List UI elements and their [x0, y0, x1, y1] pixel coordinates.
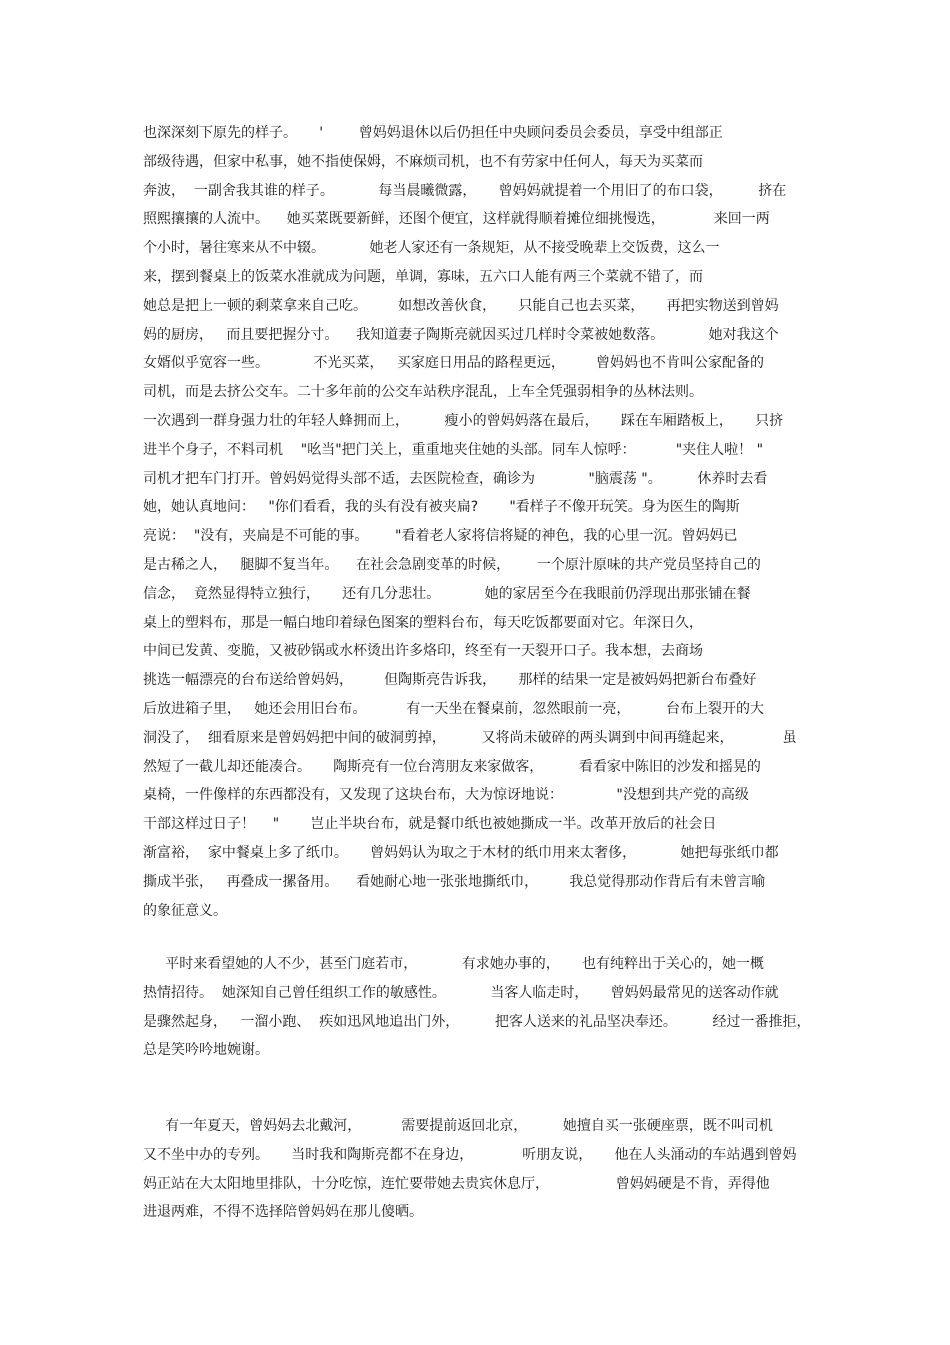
- text-line: 洞没了， 细看原来是曾妈妈把中间的破洞剪掉， 又将尚未破碎的两头调到中间再缝起来， 虽: [143, 729, 797, 746]
- text-line: 亮说： "没有，夹扁是不可能的事。 "看着老人家将信将疑的神色，我的心里一沉。曾妈妈已: [143, 528, 738, 545]
- text-line: 桌椅，一件像样的东西都没有，又发现了这块台布，大为惊讶地说： "没想到共产党的高级: [143, 787, 749, 804]
- text-line: 是古稀之人， 腿脚不复当年。 在社会急剧变革的时候， 一个原汁原味的共产党员坚持自己的: [143, 556, 761, 573]
- text-line: 的象征意义。: [143, 902, 227, 919]
- text-line: 挑选一幅漂亮的台布送给曾妈妈， 但陶斯亮告诉我， 那样的结果一定是被妈妈把新台布叠好: [143, 672, 757, 689]
- text-line: 妈的厨房， 而且要把握分寸。 我知道妻子陶斯亮就因买过几样时令菜被她数落。 她对我这个: [143, 326, 779, 343]
- text-line: 女婿似乎宽容一些。 不光买菜， 买家庭日用品的路程更远， 曾妈妈也不肯叫公家配备的: [143, 355, 765, 372]
- paragraph-2: [143, 950, 813, 1065]
- text-line: 一次遇到一群身强力壮的年轻人蜂拥而上， 瘦小的曾妈妈落在最后， 踩在车厢踏板上， 只挤: [143, 412, 784, 429]
- text-line: 妈正站在大太阳地里排队，十分吃惊，连忙要带她去贵宾休息厅， 曾妈妈硬是不肯，弄得他: [143, 1175, 770, 1192]
- text-line: 来，摆到餐桌上的饭菜水准就成为问题，单调，寡味，五六口人能有两三个菜就不错了，而: [143, 268, 703, 285]
- text-line: 又不坐中办的专列。 当时我和陶斯亮都不在身边， 听朋友说， 他在人头涌动的车站遇到曾妈: [143, 1146, 797, 1163]
- text-line: 进半个身子，不料司机 "吆当"把门关上，重重地夹住她的头部。同车人惊呼： "夹住人啦！ ": [143, 441, 764, 458]
- text-line: 热情招待。 她深知自己曾任组织工作的敏感性。 当客人临走时， 曾妈妈最常见的送客动作就: [143, 984, 779, 1001]
- text-line: 司机，而是去挤公交车。二十多年前的公交车站秩序混乱，上车全凭强弱相争的丛林法则。: [143, 384, 703, 401]
- text-line: 桌上的塑料布，那是一幅白地印着绿色图案的塑料台布，每天吃饭都要面对它。年深日久，: [143, 614, 703, 631]
- text-line: 平时来看望她的人不少，甚至门庭若市， 有求她办事的， 也有纯粹出于关心的，她一概: [143, 956, 765, 972]
- paragraph-1: [143, 119, 813, 925]
- text-line: 中间已发黄、变脆，又被砂锅或水杯烫出许多烙印，终至有一天裂开口子。我本想，去商场: [143, 643, 703, 660]
- text-line: 她总是把上一顿的剩菜拿来自己吃。 如想改善伙食， 只能自己也去买菜， 再把实物送到曾妈: [143, 297, 779, 314]
- text-line: 进退两难，不得不选择陪曾妈妈在那儿傻晒。: [143, 1204, 423, 1221]
- text-line: 个小时，暑往寒来从不中辍。 她老人家还有一条规矩，从不接受晚辈上交饭费，这么一: [143, 240, 720, 257]
- text-line: 部级待遇，但家中私事，她不指使保姆，不麻烦司机，也不有劳家中任何人，每天为买菜而: [143, 153, 703, 170]
- text-line: 信念， 竟然显得特立独行， 还有几分悲壮。 她的家居至今在我眼前仍浮现出那张铺在餐: [143, 585, 751, 602]
- text-line: 干部这样过日子！ " 岂止半块台布，就是餐巾纸也被她撕成一半。改革开放后的社会日: [143, 816, 717, 833]
- text-line: 也深深刻下原先的样子。 ' 曾妈妈退休以后仍担任中央顾问委员会委员，享受中组部正: [143, 125, 723, 141]
- text-line: 撕成半张， 再叠成一摞备用。 看她耐心地一张张地撕纸巾， 我总觉得那动作背后有未曾言喻: [143, 873, 766, 890]
- text-line: 后放进箱子里， 她还会用旧台布。 有一天坐在餐桌前，忽然眼前一亮， 台布上裂开的大: [143, 700, 765, 717]
- text-line: 然短了一截儿却还能凑合。 陶斯亮有一位台湾朋友来家做客， 看看家中陈旧的沙发和摇晃的: [143, 758, 761, 775]
- text-line: 是骤然起身， 一溜小跑、 疾如迅风地追出门外， 把客人送来的礼品坚决奉还。 经过一番推拒，: [143, 1013, 811, 1030]
- text-line: 照熙攘攘的人流中。 她买菜既要新鲜，还图个便宜，这样就得顺着摊位细挑慢选， 来回一两: [143, 211, 770, 228]
- text-line: 渐富裕， 家中餐桌上多了纸巾。 曾妈妈认为取之于木材的纸巾用来太奢侈， 她把每张纸巾都: [143, 844, 779, 861]
- text-line: 总是笑吟吟地婉谢。: [143, 1042, 269, 1059]
- text-line: 奔波， 一副舍我其谁的样子。 每当晨曦微露， 曾妈妈就提着一个用旧了的布口袋， 挤在: [143, 182, 787, 199]
- paragraph-3: [143, 1112, 813, 1227]
- text-line: 有一年夏天，曾妈妈去北戴河， 需要提前返回北京， 她擅自买一张硬座票，既不叫司机: [143, 1118, 773, 1134]
- text-line: 司机才把车门打开。曾妈妈觉得头部不适，去医院检查，确诊为 "脑震荡 "。 休养时去看: [143, 470, 768, 487]
- text-line: 她，她认真地问： "你们看看，我的头有没有被夹扁? "看样子不像开玩笑。身为医生的陶斯: [143, 499, 740, 516]
